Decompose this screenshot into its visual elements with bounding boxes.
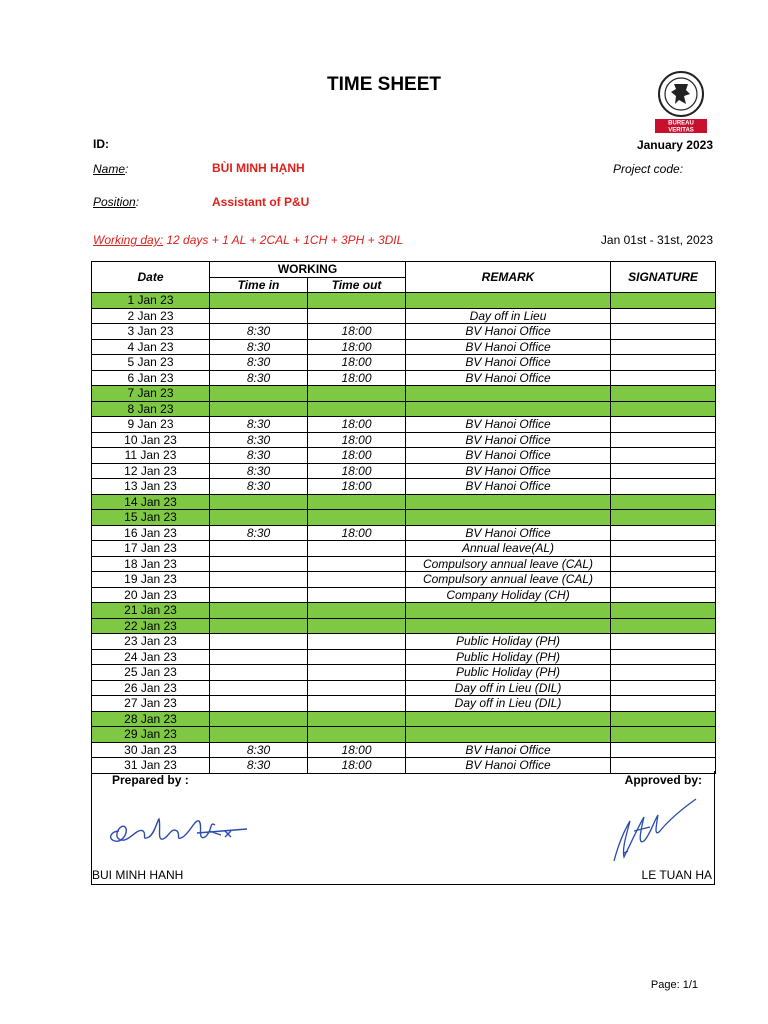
table-row bbox=[92, 742, 716, 758]
date-cell: 6 Jan 23 bbox=[92, 370, 210, 386]
time-in-cell bbox=[210, 665, 308, 681]
date-cell: 28 Jan 23 bbox=[92, 711, 210, 727]
signature-cell bbox=[611, 324, 716, 340]
signature-cell bbox=[611, 603, 716, 619]
time-in-cell bbox=[210, 603, 308, 619]
time-out-cell: 18:00 bbox=[308, 742, 406, 758]
prepared-by-label: Prepared by : bbox=[112, 773, 189, 787]
date-cell: 22 Jan 23 bbox=[92, 618, 210, 634]
date-cell: 30 Jan 23 bbox=[92, 742, 210, 758]
time-out-cell bbox=[308, 587, 406, 603]
svg-text:VERITAS: VERITAS bbox=[668, 127, 694, 134]
remark-cell bbox=[406, 510, 611, 526]
date-cell: 2 Jan 23 bbox=[92, 308, 210, 324]
remark-cell: BV Hanoi Office bbox=[406, 463, 611, 479]
time-in-cell bbox=[210, 541, 308, 557]
time-in-cell: 8:30 bbox=[210, 742, 308, 758]
date-cell: 15 Jan 23 bbox=[92, 510, 210, 526]
table-row bbox=[92, 417, 716, 433]
approval-section bbox=[91, 771, 715, 885]
date-cell: 8 Jan 23 bbox=[92, 401, 210, 417]
remark-cell: BV Hanoi Office bbox=[406, 479, 611, 495]
date-cell: 27 Jan 23 bbox=[92, 696, 210, 712]
table-row bbox=[92, 293, 716, 309]
working-day-row bbox=[93, 233, 403, 247]
time-out-cell: 18:00 bbox=[308, 432, 406, 448]
remark-cell bbox=[406, 494, 611, 510]
remark-cell: BV Hanoi Office bbox=[406, 355, 611, 371]
table-row bbox=[92, 463, 716, 479]
time-out-cell: 18:00 bbox=[308, 339, 406, 355]
date-cell: 7 Jan 23 bbox=[92, 386, 210, 402]
table-row bbox=[92, 696, 716, 712]
signature-cell bbox=[611, 448, 716, 464]
time-out-cell: 18:00 bbox=[308, 355, 406, 371]
table-row bbox=[92, 603, 716, 619]
signature-cell bbox=[611, 370, 716, 386]
signature-cell bbox=[611, 293, 716, 309]
signature-cell bbox=[611, 510, 716, 526]
signature-cell bbox=[611, 479, 716, 495]
working-day-value: 12 days + 1 AL + 2CAL + 1CH + 3PH + 3DIL bbox=[166, 233, 404, 247]
table-row bbox=[92, 665, 716, 681]
date-cell: 12 Jan 23 bbox=[92, 463, 210, 479]
table-row bbox=[92, 680, 716, 696]
id-label: ID: bbox=[93, 137, 109, 151]
signature-cell bbox=[611, 417, 716, 433]
table-row bbox=[92, 618, 716, 634]
signature-cell bbox=[611, 711, 716, 727]
timesheet-table bbox=[91, 261, 716, 774]
remark-cell bbox=[406, 711, 611, 727]
signature-cell bbox=[611, 556, 716, 572]
table-row bbox=[92, 432, 716, 448]
remark-cell bbox=[406, 603, 611, 619]
table-row bbox=[92, 370, 716, 386]
time-out-cell bbox=[308, 696, 406, 712]
date-cell: 29 Jan 23 bbox=[92, 727, 210, 743]
time-out-cell bbox=[308, 727, 406, 743]
remark-cell: BV Hanoi Office bbox=[406, 417, 611, 433]
approver-signature bbox=[604, 791, 704, 866]
time-in-cell bbox=[210, 572, 308, 588]
date-cell: 24 Jan 23 bbox=[92, 649, 210, 665]
col-header-time-out: Time out bbox=[308, 277, 406, 293]
table-row bbox=[92, 479, 716, 495]
table-row bbox=[92, 510, 716, 526]
time-in-cell bbox=[210, 727, 308, 743]
col-header-signature: SIGNATURE bbox=[611, 262, 716, 293]
preparer-name: BUI MINH HANH bbox=[92, 868, 184, 882]
remark-cell bbox=[406, 727, 611, 743]
signature-cell bbox=[611, 432, 716, 448]
date-cell: 21 Jan 23 bbox=[92, 603, 210, 619]
period-label: January 2023 bbox=[636, 138, 713, 152]
project-code-label: Project code: bbox=[613, 162, 684, 176]
time-out-cell bbox=[308, 308, 406, 324]
table-row bbox=[92, 386, 716, 402]
time-out-cell: 18:00 bbox=[308, 758, 406, 774]
time-in-cell bbox=[210, 510, 308, 526]
time-in-cell bbox=[210, 618, 308, 634]
remark-cell: Public Holiday (PH) bbox=[406, 634, 611, 650]
remark-cell: BV Hanoi Office bbox=[406, 324, 611, 340]
col-header-time-in: Time in bbox=[210, 277, 308, 293]
time-in-cell: 8:30 bbox=[210, 525, 308, 541]
date-cell: 9 Jan 23 bbox=[92, 417, 210, 433]
signature-cell bbox=[611, 680, 716, 696]
table-row bbox=[92, 448, 716, 464]
name-label: Name bbox=[93, 162, 126, 176]
time-out-cell bbox=[308, 711, 406, 727]
remark-cell: Public Holiday (PH) bbox=[406, 649, 611, 665]
remark-cell: Day off in Lieu (DIL) bbox=[406, 696, 611, 712]
time-out-cell bbox=[308, 510, 406, 526]
signature-cell bbox=[611, 587, 716, 603]
remark-cell: Day off in Lieu (DIL) bbox=[406, 680, 611, 696]
remark-cell bbox=[406, 401, 611, 417]
signature-cell bbox=[611, 308, 716, 324]
table-row bbox=[92, 634, 716, 650]
time-out-cell bbox=[308, 494, 406, 510]
name-label-row bbox=[93, 162, 128, 176]
time-in-cell bbox=[210, 308, 308, 324]
time-out-cell bbox=[308, 556, 406, 572]
document-title: TIME SHEET bbox=[326, 74, 441, 95]
time-in-cell bbox=[210, 556, 308, 572]
remark-cell: Company Holiday (CH) bbox=[406, 587, 611, 603]
time-out-cell: 18:00 bbox=[308, 463, 406, 479]
col-header-working: WORKING bbox=[210, 262, 406, 278]
time-in-cell bbox=[210, 634, 308, 650]
time-out-cell: 18:00 bbox=[308, 448, 406, 464]
table-row bbox=[92, 572, 716, 588]
table-row bbox=[92, 339, 716, 355]
time-in-cell: 8:30 bbox=[210, 479, 308, 495]
table-row bbox=[92, 494, 716, 510]
remark-cell bbox=[406, 386, 611, 402]
remark-cell: Annual leave(AL) bbox=[406, 541, 611, 557]
table-row bbox=[92, 324, 716, 340]
time-in-cell bbox=[210, 587, 308, 603]
remark-cell: BV Hanoi Office bbox=[406, 370, 611, 386]
table-row bbox=[92, 727, 716, 743]
working-day-label: Working day: bbox=[93, 233, 164, 247]
remark-cell: Compulsory annual leave (CAL) bbox=[406, 572, 611, 588]
time-in-cell: 8:30 bbox=[210, 463, 308, 479]
time-in-cell: 8:30 bbox=[210, 448, 308, 464]
time-out-cell bbox=[308, 649, 406, 665]
table-row bbox=[92, 355, 716, 371]
svg-text:BUREAU: BUREAU bbox=[668, 120, 694, 127]
time-in-cell bbox=[210, 401, 308, 417]
date-cell: 14 Jan 23 bbox=[92, 494, 210, 510]
table-row bbox=[92, 525, 716, 541]
time-in-cell: 8:30 bbox=[210, 417, 308, 433]
time-in-cell bbox=[210, 696, 308, 712]
time-out-cell: 18:00 bbox=[308, 370, 406, 386]
date-cell: 3 Jan 23 bbox=[92, 324, 210, 340]
employee-name: BÙI MINH HẠNH bbox=[212, 161, 305, 175]
time-in-cell bbox=[210, 293, 308, 309]
date-cell: 17 Jan 23 bbox=[92, 541, 210, 557]
date-cell: 19 Jan 23 bbox=[92, 572, 210, 588]
signature-cell bbox=[611, 541, 716, 557]
time-in-cell: 8:30 bbox=[210, 339, 308, 355]
signature-cell bbox=[611, 355, 716, 371]
time-out-cell: 18:00 bbox=[308, 525, 406, 541]
table-row bbox=[92, 587, 716, 603]
date-cell: 25 Jan 23 bbox=[92, 665, 210, 681]
time-in-cell: 8:30 bbox=[210, 758, 308, 774]
remark-cell: BV Hanoi Office bbox=[406, 758, 611, 774]
date-cell: 4 Jan 23 bbox=[92, 339, 210, 355]
time-in-cell: 8:30 bbox=[210, 432, 308, 448]
signature-cell bbox=[611, 727, 716, 743]
table-row bbox=[92, 556, 716, 572]
col-header-date: Date bbox=[92, 262, 210, 293]
table-row bbox=[92, 541, 716, 557]
page-number: Page: 1/1 bbox=[650, 979, 698, 991]
date-cell: 1 Jan 23 bbox=[92, 293, 210, 309]
date-cell: 20 Jan 23 bbox=[92, 587, 210, 603]
time-out-cell bbox=[308, 680, 406, 696]
preparer-signature bbox=[97, 801, 257, 861]
table-row bbox=[92, 711, 716, 727]
time-out-cell bbox=[308, 572, 406, 588]
date-cell: 11 Jan 23 bbox=[92, 448, 210, 464]
signature-cell bbox=[611, 572, 716, 588]
time-in-cell bbox=[210, 711, 308, 727]
time-in-cell bbox=[210, 680, 308, 696]
time-in-cell bbox=[210, 494, 308, 510]
time-out-cell bbox=[308, 603, 406, 619]
date-cell: 13 Jan 23 bbox=[92, 479, 210, 495]
date-cell: 31 Jan 23 bbox=[92, 758, 210, 774]
signature-cell bbox=[611, 494, 716, 510]
table-row bbox=[92, 401, 716, 417]
approved-by-label: Approved by: bbox=[624, 773, 702, 787]
signature-cell bbox=[611, 649, 716, 665]
signature-cell bbox=[611, 665, 716, 681]
employee-position: Assistant of P&U bbox=[212, 195, 310, 209]
remark-cell: BV Hanoi Office bbox=[406, 742, 611, 758]
time-in-cell: 8:30 bbox=[210, 324, 308, 340]
signature-cell bbox=[611, 386, 716, 402]
time-out-cell bbox=[308, 386, 406, 402]
date-cell: 10 Jan 23 bbox=[92, 432, 210, 448]
name-colon: : bbox=[125, 162, 129, 176]
time-out-cell: 18:00 bbox=[308, 417, 406, 433]
remark-cell: Public Holiday (PH) bbox=[406, 665, 611, 681]
date-cell: 5 Jan 23 bbox=[92, 355, 210, 371]
bureau-veritas-logo bbox=[653, 70, 709, 134]
signature-cell bbox=[611, 525, 716, 541]
time-in-cell: 8:30 bbox=[210, 370, 308, 386]
time-out-cell bbox=[308, 665, 406, 681]
signature-cell bbox=[611, 696, 716, 712]
signature-cell bbox=[611, 618, 716, 634]
time-in-cell bbox=[210, 386, 308, 402]
position-label-row bbox=[93, 195, 139, 209]
position-label: Position bbox=[93, 195, 136, 209]
remark-cell: BV Hanoi Office bbox=[406, 432, 611, 448]
date-range: Jan 01st - 31st, 2023 bbox=[600, 233, 713, 247]
time-in-cell: 8:30 bbox=[210, 355, 308, 371]
remark-cell: Compulsory annual leave (CAL) bbox=[406, 556, 611, 572]
signature-cell bbox=[611, 339, 716, 355]
signature-cell bbox=[611, 742, 716, 758]
signature-cell bbox=[611, 401, 716, 417]
remark-cell bbox=[406, 618, 611, 634]
time-out-cell bbox=[308, 401, 406, 417]
time-out-cell bbox=[308, 634, 406, 650]
time-in-cell bbox=[210, 649, 308, 665]
signature-cell bbox=[611, 463, 716, 479]
date-cell: 16 Jan 23 bbox=[92, 525, 210, 541]
time-out-cell: 18:00 bbox=[308, 479, 406, 495]
table-row bbox=[92, 649, 716, 665]
date-cell: 23 Jan 23 bbox=[92, 634, 210, 650]
time-out-cell bbox=[308, 541, 406, 557]
time-out-cell: 18:00 bbox=[308, 324, 406, 340]
time-out-cell bbox=[308, 618, 406, 634]
time-out-cell bbox=[308, 293, 406, 309]
remark-cell bbox=[406, 293, 611, 309]
date-cell: 18 Jan 23 bbox=[92, 556, 210, 572]
approver-name: LE TUAN HA bbox=[641, 868, 712, 882]
remark-cell: BV Hanoi Office bbox=[406, 525, 611, 541]
remark-cell: Day off in Lieu bbox=[406, 308, 611, 324]
col-header-remark: REMARK bbox=[406, 262, 611, 293]
table-row bbox=[92, 308, 716, 324]
date-cell: 26 Jan 23 bbox=[92, 680, 210, 696]
remark-cell: BV Hanoi Office bbox=[406, 448, 611, 464]
signature-cell bbox=[611, 634, 716, 650]
position-colon: : bbox=[135, 195, 140, 209]
remark-cell: BV Hanoi Office bbox=[406, 339, 611, 355]
